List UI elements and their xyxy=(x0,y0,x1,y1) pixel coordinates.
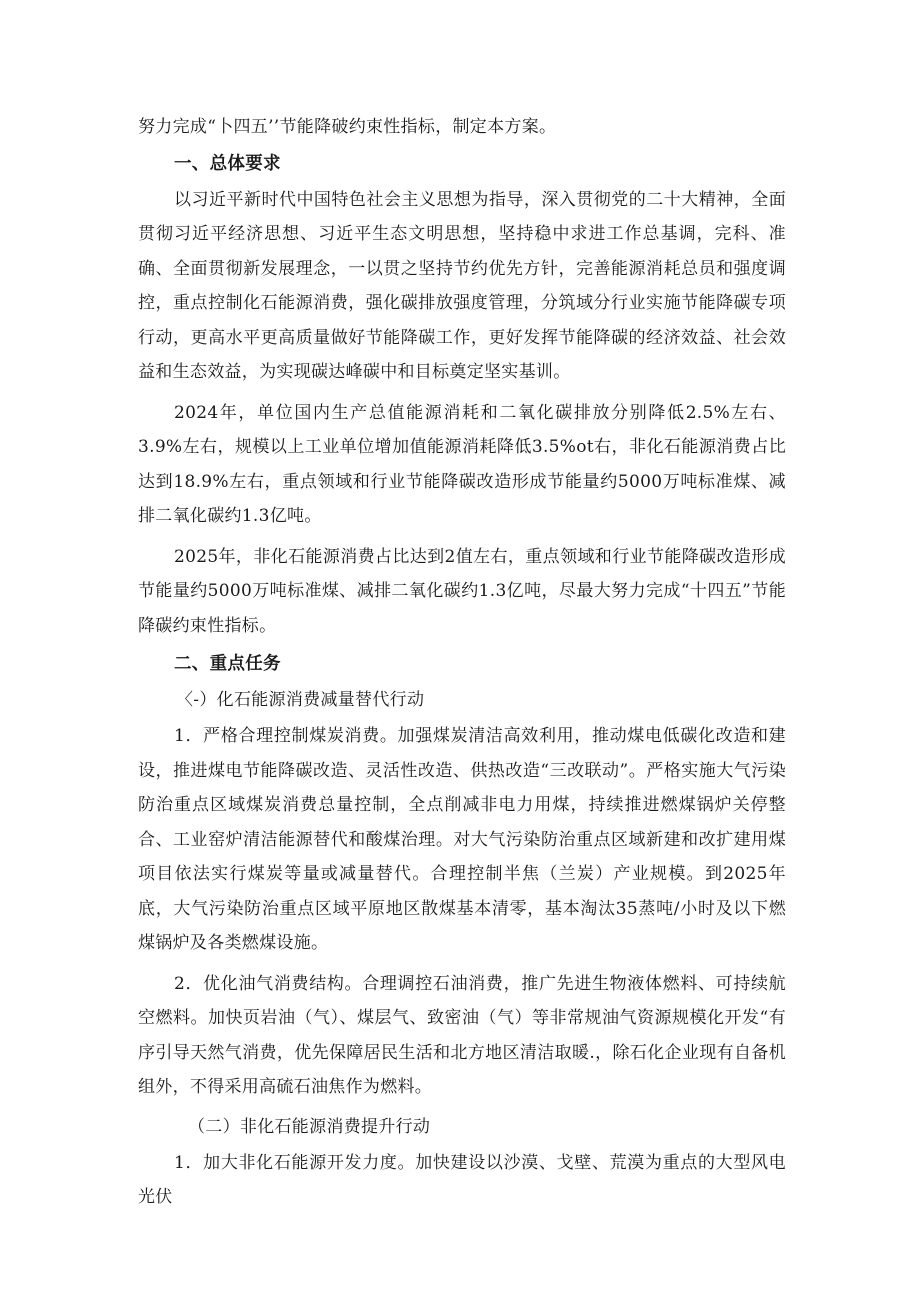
paragraph-2024-targets: 2024年，单位国内生产总值能源消耗和二氧化碳排放分别降低2.5%左右、3.9%左右，规模以上工业单位增加值能源消耗降低3.5%ot右，非化石能源消费占比达到18.9%左右，重点领域和行业节能降碳改造形成节能量约5000万吨标准煤、减排二氧化碳约1.3亿吨。 xyxy=(138,402,786,526)
section-heading-key-tasks: 二、重点任务 xyxy=(174,654,281,674)
paragraph-item-non-fossil-development: 1．加大非化石能源开发力度。加快建设以沙漠、戈壁、荒漠为重点的大型风电光伏 xyxy=(138,1152,786,1207)
paragraph-overall: 以习近平新时代中国特色社会主义思想为指导，深入贯彻党的二十大精神，全面贯彻习近平经济思想、习近平生态文明思想，坚持稳中求进工作总基调，完科、准确、全面贯彻新发展理念，一以贯之坚持节约优先方针，完善能源消耗总员和强度调控，重点控制化石能源消费，强化碳排放强度管理，分筑域分行业实施节能降碳专项行动，更高水平更高质量做好节能降碳工作，更好发挥节能降碳的经济效益、社会效益和生态效益，为实现碳达峰碳中和目标奠定坚实基训。 xyxy=(138,189,786,382)
paragraph-intro-tail: 努力完成“卜四五’’节能降破约束性指标，制定本方案。 xyxy=(138,117,557,137)
section-heading-overall-requirements: 一、总体要求 xyxy=(174,153,281,174)
paragraph-item-oil-gas: 2．优化油气消费结构。合理调控石油消费，推广先进生物液体燃料、可持续航空燃料。加快页岩油（气）、煤层气、致密油（气）等非常规油气资源规模化开发“有序引导天然气消费，优先保障居民生活和北方地区清洁取暖.，除石化企业现有自备机组外，不得采用高硫石油焦作为燃料。 xyxy=(138,973,786,1097)
paragraph-item-coal-control: 1．严格合理控制煤炭消费。加强煤炭清洁高效利用，推动煤电低碳化改造和建设，推进煤电节能降碳改造、灵活性改造、供热改造“三改联动”。严格实施大气污染防治重点区域煤炭消费总量控制，全点削减非电力用煤，持续推进燃煤锅炉关停整合、工业窑炉清洁能源替代和酸煤治理。对大气污染防治重点区域新建和改扩建用煤项目依法实行煤炭等量或减量替代。合理控制半焦（兰炭）产业规模。到2025年底，大气污染防治重点区域平原地区散煤基本清零，基本淘汰35蒸吨/小时及以下燃煤锅炉及各类燃煤设施。 xyxy=(138,726,786,953)
subsection-heading-fossil-energy: 〈-）化石能源消费减量替代行动 xyxy=(176,690,425,710)
document-body xyxy=(138,110,786,1215)
paragraph-2025-targets: 2025年，非化石能源消费占比达到2值左右，重点领域和行业节能降碳改造形成节能量约5000万吨标准煤、减排二氧化碳约1.3亿吨，尽最大努力完成“十四五”节能降碳约束性指标。 xyxy=(138,546,786,636)
subsection-heading-non-fossil-energy: （二）非化石能源消费提升行动 xyxy=(188,1116,431,1137)
